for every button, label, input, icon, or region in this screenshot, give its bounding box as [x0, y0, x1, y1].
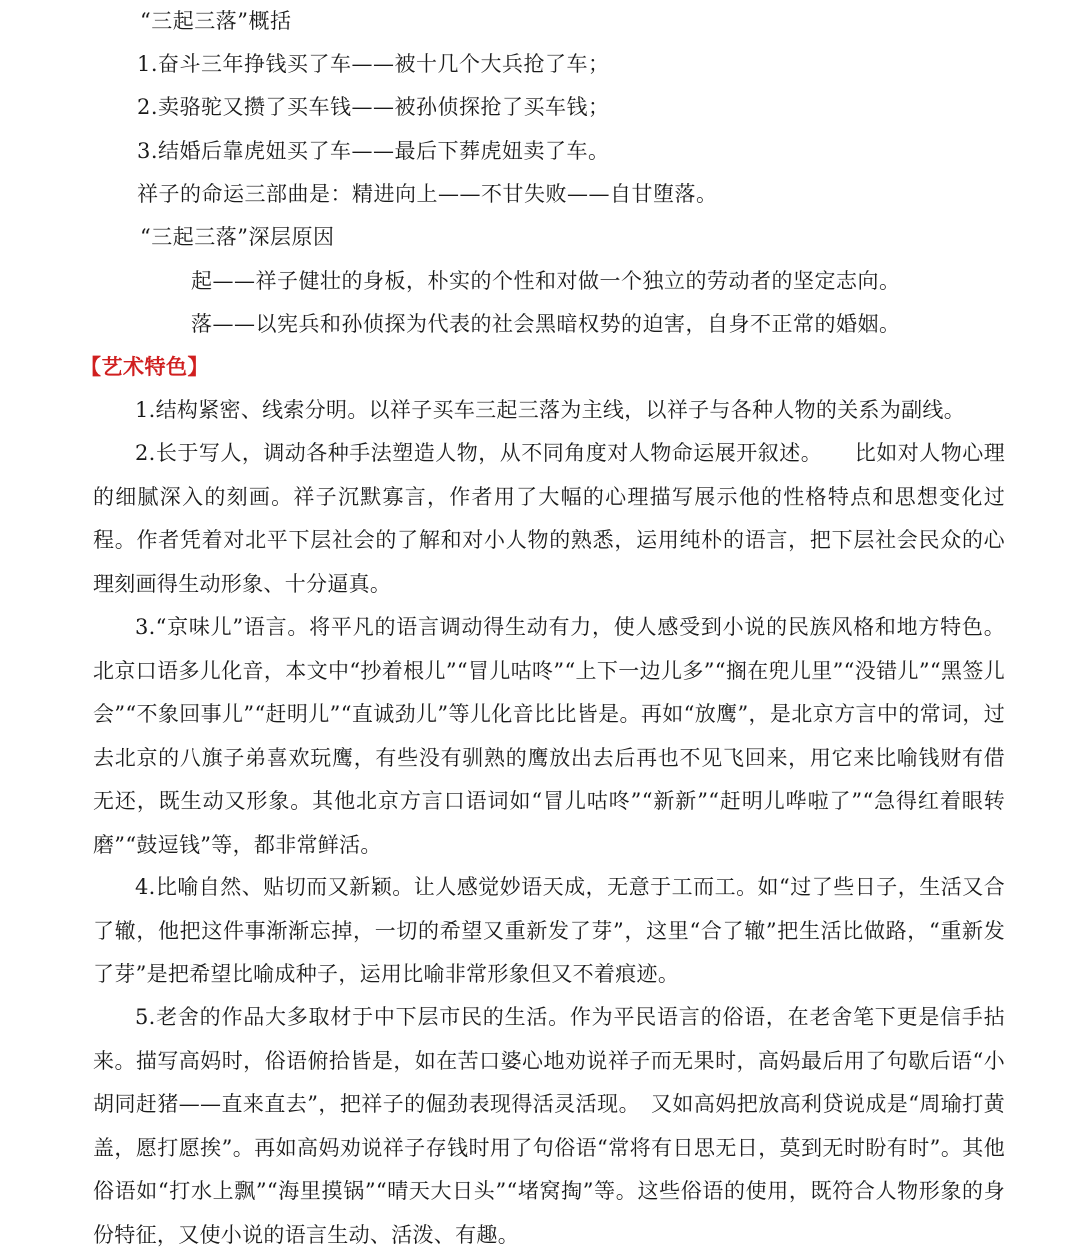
art-point-5-text: 5.老舍的作品大多取材于中下层市民的生活。作为平民语言的俗语，在老舍笔下更是信手拈来。描写高妈时，俗语俯拾皆是，如在苦口婆心地劝说祥子而无果时，高妈最后用了句歇后语“小胡同赶猪——直来直去”，把祥子的倔劲表现得活灵活现。 又如高妈把放高利贷说成是“周瑜打黄盖，愿打愿挨”。再如高妈劝说祥子存钱时用了句俗语“常将有日思无日，莫到无时盼有时”。其他俗语如“打水上飘”“海里摸锅”“晴天大日头”“堵窝掏”等。这些俗语的使用，既符合人物形象的身份特征，又使小说的语言生动、活泼、有趣。	[93, 1005, 1005, 1247]
summary-item-2: 2.卖骆驼又攒了买车钱——被孙侦探抢了买车钱；	[137, 95, 610, 119]
art-heading: 【艺术特色】	[80, 355, 209, 379]
art-point-2	[93, 432, 1005, 606]
art-point-1-text: 1.结构紧密、线索分明。以祥子买车三起三落为主线，以祥子与各种人物的关系为副线。	[135, 398, 966, 422]
art-point-3-text: 3.“京味儿”语言。将平凡的语言调动得生动有力，使人感受到小说的民族风格和地方特色。北京口语多儿化音，本文中“抄着根儿”“冒儿咕咚”“上下一边儿多”“搁在兜儿里”“没错儿”“黑签儿会”“不象回事儿”“赶明儿”“直诚劲儿”等儿化音比比皆是。再如“放鹰”，是北京方言中的常词，过去北京的八旗子弟喜欢玩鹰，有些没有驯熟的鹰放出去后再也不见飞回来，用它来比喻钱财有借无还，既生动又形象。其他北京方言口语词如“冒儿咕咚”“新新”“赶明儿哗啦了”“急得红着眼转磨”“鼓逗钱”等，都非常鲜活。	[93, 615, 1005, 857]
art-point-1	[93, 389, 1005, 433]
causes-fall: 落——以宪兵和孙侦探为代表的社会黑暗权势的迫害，自身不正常的婚姻。	[191, 312, 901, 336]
summary-title: “三起三落”概括	[140, 9, 292, 33]
summary-item-1: 1.奋斗三年挣钱买了车——被十几个大兵抢了车；	[137, 52, 610, 76]
art-point-5	[93, 996, 1005, 1257]
art-point-2-text: 2.长于写人，调动各种手法塑造人物，从不同角度对人物命运展开叙述。 比如对人物心理的细腻深入的刻画。祥子沉默寡言，作者用了大幅的心理描写展示他的性格特点和思想变化过程。作者凭着对北平下层社会的了解和对小人物的熟悉，运用纯朴的语言，把下层社会民众的心理刻画得生动形象、十分逼真。	[93, 441, 1005, 596]
summary-trilogy: 祥子的命运三部曲是：精进向上——不甘失败——自甘堕落。	[137, 182, 718, 206]
causes-rise: 起——祥子健壮的身板，朴实的个性和对做一个独立的劳动者的坚定志向。	[191, 269, 901, 293]
art-point-4-text: 4.比喻自然、贴切而又新颖。让人感觉妙语天成，无意于工而工。如“过了些日子，生活又合了辙，他把这件事渐渐忘掉，一切的希望又重新发了芽”，这里“合了辙”把生活比做路，“重新发了芽”是把希望比喻成种子，运用比喻非常形象但又不着痕迹。	[93, 875, 1005, 986]
summary-item-3: 3.结婚后靠虎妞买了车——最后下葬虎妞卖了车。	[137, 139, 610, 163]
causes-title: “三起三落”深层原因	[140, 225, 335, 249]
art-point-3	[93, 606, 1005, 867]
art-point-4	[93, 866, 1005, 997]
